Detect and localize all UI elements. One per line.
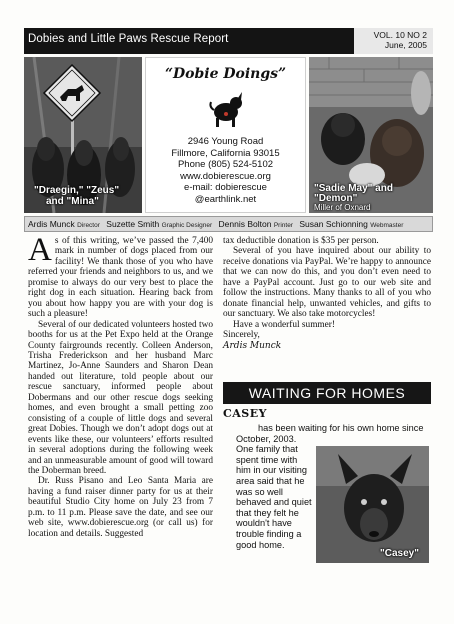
right-photo-caption-line3: Miller of Oxnard xyxy=(314,203,371,212)
article-column-left xyxy=(28,232,213,539)
masthead xyxy=(145,57,306,213)
casey-photo-caption: "Casey" xyxy=(380,548,419,559)
pet-description-line: behaved and quiet xyxy=(236,497,312,508)
pet-description-line: One family that xyxy=(236,444,298,455)
pet-description-line: wouldn't have xyxy=(236,518,292,529)
article-closing: Sincerely, xyxy=(223,330,260,341)
staff-name: Dennis Bolton xyxy=(218,219,272,229)
volume-box xyxy=(354,28,433,54)
left-photo-caption-line1: "Draegin," "Zeus" xyxy=(34,185,120,196)
header-bar xyxy=(24,28,433,54)
photo-dogs-left xyxy=(24,57,142,213)
volume-number: VOL. 10 NO 2 xyxy=(373,30,427,40)
pet-description-line: trouble finding a xyxy=(236,528,302,539)
pet-description-line: him in our visiting xyxy=(236,465,307,476)
staff-role: Printer xyxy=(273,222,293,229)
staff-name: Ardis Munck xyxy=(28,219,75,229)
pet-description-line: that they felt he xyxy=(236,507,299,518)
drop-cap: A xyxy=(28,232,52,268)
dog-logo-icon xyxy=(206,90,246,128)
address-street: 2946 Young Road xyxy=(187,136,264,147)
right-photo-caption-line1: "Sadie May" and xyxy=(314,183,393,194)
signature: Ardis Munck xyxy=(223,340,282,351)
contact-block xyxy=(146,136,305,205)
issue-date: June, 2005 xyxy=(384,40,427,50)
newsletter-title: Dobies and Little Paws Rescue Report xyxy=(28,33,229,45)
pet-description-line: was so well xyxy=(236,486,283,497)
right-photo-caption-line2: "Demon" xyxy=(314,193,358,204)
website-link[interactable]: www.dobierescue.org xyxy=(180,170,271,182)
left-photo-caption-line2: and "Mina" xyxy=(46,196,99,207)
pet-description-line: area said that he xyxy=(236,475,305,486)
staff-role: Graphic Designer xyxy=(161,222,213,229)
staff-name: Susan Schionning xyxy=(299,219,368,229)
casey-photo xyxy=(316,446,429,563)
pet-description-line: spent time with xyxy=(236,454,298,465)
address-city: Fillmore, California 93015 xyxy=(171,147,280,159)
staff-role: Director xyxy=(77,222,100,229)
article-paragraph-1: s of this writing, we’ve passed the 7,400 mark in number of dogs placed from our facility! We thank those of you who have referred your friends and neighbors to us, and we promise to always do our very best to place the right dog in each situation. Hearing back from you about how happy you are with your dog is such a pleasure! xyxy=(28,236,213,320)
article-paragraph-5: Several of you have inquired about our ability to receive donations via PayPal. We’re happy to announce that we can now do this, and you don’t even need to have a PayPal account. Just go to our web site and follow the instructions. Many thanks to all of you who donate financial help, unwanted vehicles, and gifts to our sanctuary. We also take motorcycles! xyxy=(223,246,431,320)
email-line2[interactable]: @earthlink.net xyxy=(194,193,257,205)
pet-description-line: has been waiting for his own home since xyxy=(258,423,424,433)
pet-description-line: October, 2003. xyxy=(236,433,297,444)
pet-name-heading: CASEY xyxy=(223,407,267,420)
article-paragraph-6: Have a wonderful summer! xyxy=(233,319,335,330)
article-paragraph-2: Several of our dedicated volunteers hosted two booths for us at the Pet Expo held at the Orange County fairgrounds recently. Colleen Anderson, Trisha Frederickson and her husband Marc Martinez, Jo-Anne Saunders and Sharon Dean handed out literature, told people about our rescue sanctuary, informed people about Dobermans and our other rescue dogs seeking homes, and even brought a small petting zoo consisting of a couple of little dogs and several great Dobies. Though we don’t adopt dogs out at events like these, our volunteers’ efforts resulted in several adoptions during the following week and an unmeasurable amount of good will toward the Doberman breed. xyxy=(28,319,213,476)
article-paragraph-3: Dr. Russ Pisano and Leo Santa Maria are having a fund raiser dinner party for us at their beautiful Studio City home on July 23 from 7 p.m. to 11 p.m. Please save the date, and see our web site, www.dobierescue.org (or call us) for location and details. Suggested xyxy=(28,476,213,539)
article-column-right xyxy=(223,236,431,351)
waiting-for-homes-banner: WAITING FOR HOMES xyxy=(223,382,431,404)
staff-role: Webmaster xyxy=(370,222,404,229)
phone-number: Phone (805) 524-5102 xyxy=(177,159,274,170)
email-line1[interactable]: e-mail: dobierescue xyxy=(184,182,267,193)
casey-dog-image xyxy=(316,446,429,563)
photo-dogs-right xyxy=(309,57,433,213)
staff-name: Suzette Smith xyxy=(106,219,160,229)
staff-credits-bar xyxy=(24,216,433,232)
pet-description-line: good home. xyxy=(236,539,285,550)
article-paragraph-4: tax deductible donation is $35 per person. xyxy=(223,236,379,246)
masthead-title: “Dobie Doings” xyxy=(164,66,287,82)
